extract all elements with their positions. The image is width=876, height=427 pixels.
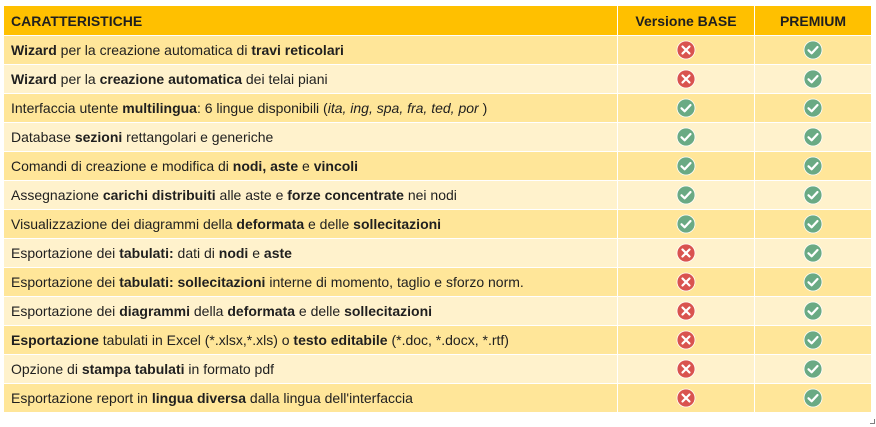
feature-cell: [4, 123, 618, 152]
feature-text: travi reticolari: [251, 42, 344, 58]
feature-text: aste: [263, 245, 292, 261]
feature-text: per la: [56, 71, 100, 87]
feature-text: vincoli: [313, 158, 359, 174]
table-row: [4, 123, 872, 152]
check-circle-icon: [803, 214, 823, 234]
cross-circle-icon: [676, 359, 696, 379]
resize-corner: [870, 419, 875, 424]
feature-text: in formato pdf: [184, 361, 275, 377]
feature-text: Opzione di: [11, 361, 82, 377]
feature-text: : 6 lingue disponibili (: [196, 100, 328, 116]
feature-text: tabulati:: [119, 245, 174, 261]
check-circle-icon: [803, 69, 823, 89]
table-row: [4, 94, 872, 123]
base-availability-cell: [618, 123, 755, 152]
premium-availability-cell: [755, 384, 872, 413]
feature-cell: [4, 210, 618, 239]
feature-text: tabulati in Excel (*.xlsx,*.xls) o: [98, 332, 294, 348]
feature-cell: [4, 65, 618, 94]
feature-text: e delle: [295, 303, 345, 319]
feature-text: Esportazione report in: [11, 390, 152, 406]
premium-availability-cell: [755, 355, 872, 384]
feature-cell: [4, 297, 618, 326]
premium-availability-cell: [755, 239, 872, 268]
feature-text: della: [190, 303, 228, 319]
check-circle-icon: [803, 156, 823, 176]
feature-cell: [4, 384, 618, 413]
premium-availability-cell: [755, 297, 872, 326]
table-row: [4, 268, 872, 297]
cross-circle-icon: [676, 330, 696, 350]
base-availability-cell: [618, 384, 755, 413]
feature-text: Visualizzazione dei diagrammi della: [11, 216, 237, 232]
feature-cell: [4, 36, 618, 65]
table-row: [4, 210, 872, 239]
feature-text: Esportazione dei: [11, 245, 120, 261]
base-availability-cell: [618, 152, 755, 181]
base-availability-cell: [618, 297, 755, 326]
check-circle-icon: [676, 127, 696, 147]
header-base-version: Versione BASE: [618, 6, 755, 36]
feature-cell: [4, 181, 618, 210]
feature-text: multilingua: [122, 100, 197, 116]
premium-availability-cell: [755, 36, 872, 65]
feature-cell: [4, 239, 618, 268]
check-circle-icon: [803, 359, 823, 379]
feature-text: nodi, aste: [232, 158, 299, 174]
feature-text: testo editabile: [293, 332, 388, 348]
feature-cell: [4, 326, 618, 355]
feature-text: sollecitazioni: [353, 216, 442, 232]
feature-comparison-table-container: [3, 5, 871, 413]
feature-text: Esportazione: [11, 332, 99, 348]
feature-text: Assegnazione: [11, 187, 103, 203]
check-circle-icon: [676, 98, 696, 118]
feature-text: interne di momento, taglio e sforzo norm.: [265, 274, 524, 290]
base-availability-cell: [618, 94, 755, 123]
feature-text: rettangolari e generiche: [122, 129, 274, 145]
feature-text: nei nodi: [403, 187, 457, 203]
cross-circle-icon: [676, 301, 696, 321]
feature-cell: [4, 152, 618, 181]
feature-text: Esportazione dei: [11, 303, 120, 319]
feature-text: e delle: [304, 216, 354, 232]
base-availability-cell: [618, 268, 755, 297]
check-circle-icon: [803, 301, 823, 321]
base-availability-cell: [618, 239, 755, 268]
feature-text: sollecitazioni: [344, 303, 433, 319]
feature-text: lingua diversa: [151, 390, 247, 406]
premium-availability-cell: [755, 152, 872, 181]
feature-text: Comandi di creazione e modifica di: [11, 158, 233, 174]
table-row: [4, 36, 872, 65]
cross-circle-icon: [676, 388, 696, 408]
check-circle-icon: [803, 98, 823, 118]
check-circle-icon: [803, 243, 823, 263]
feature-text: deformata: [227, 303, 296, 319]
check-circle-icon: [803, 127, 823, 147]
feature-text: dei telai piani: [241, 71, 328, 87]
premium-availability-cell: [755, 210, 872, 239]
premium-availability-cell: [755, 181, 872, 210]
header-premium: PREMIUM: [755, 6, 872, 36]
feature-comparison-table: [3, 5, 872, 413]
feature-text: tabulati: sollecitazioni: [119, 274, 266, 290]
feature-text: Esportazione dei: [11, 274, 120, 290]
cross-circle-icon: [676, 272, 696, 292]
check-circle-icon: [803, 272, 823, 292]
feature-text: Interfaccia utente: [11, 100, 123, 116]
table-row: [4, 326, 872, 355]
premium-availability-cell: [755, 65, 872, 94]
feature-text: ): [478, 100, 488, 116]
cross-circle-icon: [676, 69, 696, 89]
table-header: [4, 6, 872, 36]
check-circle-icon: [803, 185, 823, 205]
table-row: [4, 384, 872, 413]
feature-text: Wizard: [11, 71, 57, 87]
table-row: [4, 152, 872, 181]
base-availability-cell: [618, 326, 755, 355]
feature-text: (*.doc, *.docx, *.rtf): [387, 332, 509, 348]
feature-text: e: [298, 158, 314, 174]
feature-text: sezioni: [74, 129, 123, 145]
feature-text: carichi distribuiti: [102, 187, 216, 203]
feature-cell: [4, 94, 618, 123]
table-row: [4, 239, 872, 268]
base-availability-cell: [618, 36, 755, 65]
feature-text: diagrammi: [119, 303, 190, 319]
table-row: [4, 297, 872, 326]
check-circle-icon: [803, 330, 823, 350]
feature-text: creazione automatica: [99, 71, 242, 87]
cross-circle-icon: [676, 40, 696, 60]
check-circle-icon: [676, 214, 696, 234]
feature-cell: [4, 268, 618, 297]
feature-text: e: [248, 245, 264, 261]
feature-text: deformata: [236, 216, 305, 232]
feature-text: alle aste e: [215, 187, 288, 203]
feature-text: Database: [11, 129, 75, 145]
premium-availability-cell: [755, 123, 872, 152]
feature-text: Wizard: [11, 42, 57, 58]
feature-text: dati di: [173, 245, 219, 261]
feature-cell: [4, 355, 618, 384]
check-circle-icon: [803, 40, 823, 60]
table-row: [4, 181, 872, 210]
feature-text: ita, ing, spa, fra, ted, por: [327, 100, 479, 116]
feature-text: stampa tabulati: [81, 361, 185, 377]
feature-text: nodi: [218, 245, 249, 261]
table-row: [4, 65, 872, 94]
cross-circle-icon: [676, 243, 696, 263]
base-availability-cell: [618, 355, 755, 384]
premium-availability-cell: [755, 326, 872, 355]
base-availability-cell: [618, 210, 755, 239]
table-row: [4, 355, 872, 384]
premium-availability-cell: [755, 268, 872, 297]
check-circle-icon: [676, 185, 696, 205]
feature-text: dalla lingua dell'interfaccia: [246, 390, 413, 406]
base-availability-cell: [618, 181, 755, 210]
check-circle-icon: [803, 388, 823, 408]
base-availability-cell: [618, 65, 755, 94]
header-features: CARATTERISTICHE: [4, 6, 618, 36]
header-row: [4, 6, 872, 36]
feature-text: per la creazione automatica di: [56, 42, 252, 58]
feature-text: forze concentrate: [287, 187, 404, 203]
check-circle-icon: [676, 156, 696, 176]
premium-availability-cell: [755, 94, 872, 123]
table-body: [4, 36, 872, 413]
